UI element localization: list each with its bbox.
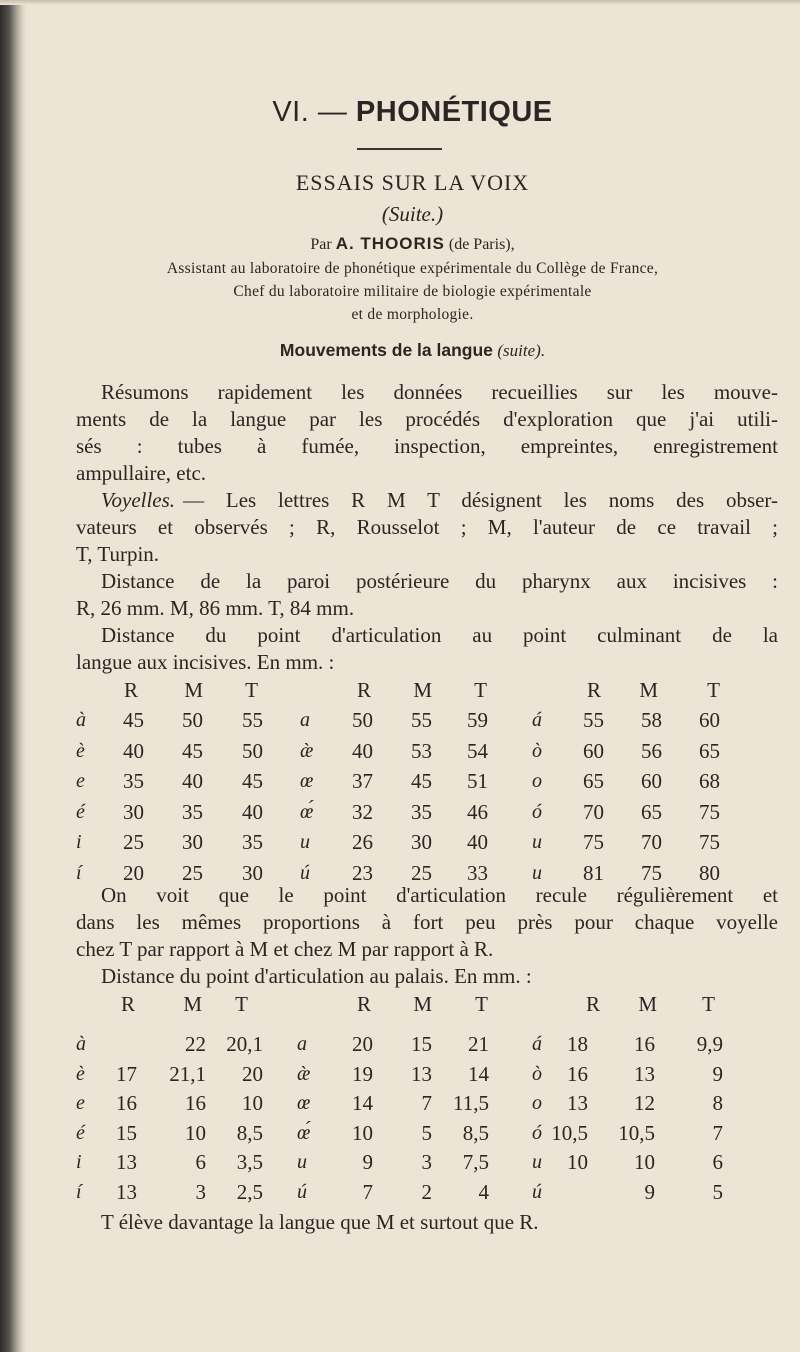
- table-cell: 17: [116, 1061, 137, 1086]
- table-cell: 18: [567, 1032, 588, 1056]
- table-cell: 32: [352, 799, 373, 824]
- table-cell: 8,5: [462, 1120, 489, 1145]
- table-cell: 50: [242, 738, 263, 763]
- affiliation-line-3: et de morphologie.: [351, 306, 474, 323]
- table-cell: 19: [352, 1061, 373, 1086]
- paragraph-line: [101, 490, 778, 511]
- byline-prefix: Par: [310, 236, 332, 253]
- vowel-label: i: [76, 1151, 82, 1174]
- article-title: ESSAIS SUR LA VOIX: [295, 170, 530, 195]
- vowel-label: ú: [297, 1181, 307, 1203]
- paragraph-line: T élève davantage la langue que M et surtout que R.: [101, 1210, 539, 1234]
- vowel-label: e: [76, 770, 85, 792]
- table-cell: 80: [699, 860, 720, 885]
- table-cell: 5: [421, 1120, 432, 1145]
- table-cell: 10: [185, 1120, 206, 1145]
- table-cell: 26: [352, 830, 373, 854]
- vowel-label: ú: [300, 861, 310, 884]
- vowel-label: á: [532, 709, 542, 731]
- table-cell: 45: [123, 708, 144, 732]
- vowel-label: à: [76, 1033, 86, 1055]
- vowel-label: æ̀: [297, 1062, 311, 1085]
- table-cell: 45: [242, 769, 263, 793]
- table-cell: 54: [467, 738, 488, 763]
- paragraph-line: ampullaire, etc.: [76, 461, 207, 485]
- vowel-label: ò: [532, 1062, 542, 1085]
- vowel-label: œ: [297, 1092, 311, 1115]
- table-header-cell: T: [702, 992, 715, 1016]
- vowel-label: u: [532, 861, 542, 884]
- table-header-cell: R: [585, 992, 600, 1016]
- voyelles-label: Voyelles.: [101, 488, 176, 512]
- paragraph-line: R, 26 mm. M, 86 mm. T, 84 mm.: [76, 596, 355, 620]
- table-cell: 20,1: [226, 1032, 263, 1056]
- table-cell: 58: [641, 708, 662, 732]
- paragraph-line: vateurs et observés ; R, Rousselot ; M, l'auteur de ce travail ;: [76, 515, 778, 539]
- table-cell: 8: [712, 1091, 723, 1116]
- table-cell: 10: [242, 1091, 263, 1116]
- vowel-label: a: [300, 709, 310, 731]
- vowel-label: á: [532, 1033, 542, 1055]
- vowel-label: i: [76, 831, 82, 853]
- byline: [40, 234, 785, 254]
- table-cell: 65: [583, 769, 604, 793]
- table-cell: 10,5: [618, 1120, 655, 1145]
- table-cell: 9: [362, 1150, 373, 1175]
- table-cell: 25: [411, 860, 432, 885]
- table-cell: 40: [352, 738, 373, 763]
- table-cell: 15: [411, 1032, 432, 1056]
- table-cell: 65: [699, 738, 720, 763]
- table-cell: 2: [421, 1180, 432, 1204]
- chapter-title: PHONÉTIQUE: [355, 96, 553, 128]
- table-cell: 4: [478, 1180, 489, 1204]
- table-header-cell: M: [413, 678, 432, 702]
- table-cell: 15: [116, 1120, 137, 1145]
- table-cell: 16: [567, 1061, 588, 1086]
- table-cell: 12: [634, 1091, 655, 1116]
- paragraph-line: Résumons rapidement les données recueillies sur les mouve-: [101, 380, 778, 404]
- table-cell: 10: [352, 1120, 373, 1145]
- vowel-label: u: [297, 1151, 307, 1174]
- vowel-label: è: [76, 739, 85, 762]
- vowel-label: e: [76, 1092, 85, 1115]
- table-cell: 30: [182, 830, 203, 854]
- vowel-label: í: [76, 861, 82, 884]
- table-cell: 50: [352, 708, 373, 732]
- table-cell: 21,1: [169, 1061, 206, 1086]
- table-cell: 13: [634, 1061, 655, 1086]
- table-cell: 10,5: [551, 1120, 588, 1145]
- paragraph-line: chez T par rapport à M et chez M par rapport à R.: [76, 937, 494, 961]
- table-cell: 9: [644, 1180, 655, 1204]
- table-cell: 75: [699, 830, 720, 854]
- table-cell: 14: [352, 1091, 373, 1116]
- vowel-label: í: [76, 1181, 82, 1203]
- table-cell: 13: [411, 1061, 432, 1086]
- table-cell: 56: [641, 738, 662, 763]
- paragraph-line: T, Turpin.: [76, 542, 160, 566]
- table-header-cell: M: [639, 678, 658, 702]
- table-header-cell: M: [183, 992, 202, 1016]
- table-cell: 23: [352, 860, 373, 885]
- section-heading: [40, 340, 785, 361]
- table-cell: 25: [123, 830, 144, 854]
- vowel-label: o: [532, 770, 542, 792]
- table-header-cell: M: [184, 678, 203, 702]
- table-cell: 35: [182, 799, 203, 824]
- table-cell: 37: [352, 769, 373, 793]
- table-cell: 40: [123, 738, 144, 763]
- affiliation-line-1: Assistant au laboratoire de phonétique expérimentale du Collège de France,: [166, 260, 659, 277]
- table-cell: 13: [567, 1091, 588, 1116]
- table-header-cell: T: [235, 992, 248, 1016]
- table-header-cell: M: [638, 992, 657, 1016]
- table-cell: 20: [123, 860, 144, 885]
- heading-rule: [357, 148, 442, 150]
- table-cell: 20: [242, 1061, 263, 1086]
- table-cell: 33: [467, 860, 488, 885]
- table-cell: 7: [712, 1120, 723, 1145]
- table-cell: 3: [195, 1180, 206, 1204]
- vowel-label: ò: [532, 739, 542, 762]
- table-cell: 81: [583, 860, 604, 885]
- author-name: A. THOORIS: [335, 234, 445, 253]
- table-cell: 30: [123, 799, 144, 824]
- table-header-cell: T: [475, 992, 488, 1016]
- affiliation-line-2: Chef du laboratoire militaire de biologie expérimentale: [233, 283, 592, 300]
- table-cell: 40: [467, 830, 488, 854]
- table-cell: 6: [712, 1150, 723, 1175]
- table-cell: 9,9: [696, 1032, 723, 1056]
- paragraph-line: ments de la langue par les procédés d'exploration que j'ai utili-: [76, 407, 778, 431]
- paragraph-line: Distance du point d'articulation au point culminant de la: [101, 623, 778, 647]
- vowel-label: ú: [532, 1181, 542, 1203]
- table-header-cell: R: [123, 678, 138, 702]
- table-header-cell: T: [707, 678, 720, 702]
- table-cell: 7: [421, 1091, 432, 1116]
- vowel-label: u: [300, 831, 310, 853]
- table-cell: 46: [467, 799, 488, 824]
- table-cell: 13: [116, 1180, 137, 1204]
- vowel-label: u: [532, 831, 542, 853]
- vowel-label: u: [532, 1151, 542, 1174]
- table-header-cell: R: [356, 992, 371, 1016]
- vowel-label: o: [532, 1092, 542, 1115]
- table-cell: 75: [641, 860, 662, 885]
- table-cell: 5: [712, 1180, 723, 1204]
- vowel-label: œ́: [297, 1121, 311, 1144]
- table-cell: 40: [242, 799, 263, 824]
- table-cell: 13: [116, 1150, 137, 1175]
- table-cell: 70: [583, 799, 604, 824]
- table-cell: 22: [185, 1032, 206, 1056]
- paragraph-text: — Les lettres R M T désignent les noms des obser-: [183, 488, 778, 512]
- table-header-cell: R: [586, 678, 601, 702]
- table-cell: 40: [182, 769, 203, 793]
- vowel-label: à: [76, 709, 86, 731]
- table-cell: 16: [185, 1091, 206, 1116]
- table-cell: 30: [411, 830, 432, 854]
- vowel-label: æ̀: [300, 739, 314, 762]
- table-cell: 53: [411, 738, 432, 763]
- paragraph-line: On voit que le point d'articulation recule régulièrement et: [101, 883, 778, 907]
- table-cell: 55: [411, 708, 432, 732]
- vowel-label: è: [76, 1062, 85, 1085]
- table-cell: 51: [467, 769, 488, 793]
- table-cell: 7,5: [462, 1150, 489, 1175]
- table-header-cell: R: [356, 678, 371, 702]
- table-cell: 21: [468, 1032, 489, 1056]
- table-header-cell: M: [413, 992, 432, 1016]
- table-cell: 3,5: [236, 1150, 263, 1175]
- chapter-number: VI. —: [272, 96, 348, 128]
- table-cell: 30: [242, 860, 263, 885]
- article-suite: (Suite.): [381, 202, 444, 226]
- table-cell: 75: [699, 799, 720, 824]
- author-city: (de Paris),: [448, 236, 515, 253]
- table-cell: 35: [242, 830, 263, 854]
- table-cell: 65: [641, 799, 662, 824]
- table-cell: 35: [411, 799, 432, 824]
- vowel-label: œ́: [300, 800, 314, 823]
- table-cell: 2,5: [236, 1180, 263, 1204]
- table-cell: 6: [195, 1150, 206, 1175]
- vowel-label: é: [76, 1121, 85, 1144]
- table-cell: 35: [123, 769, 144, 793]
- table-cell: 68: [699, 769, 720, 793]
- table-cell: 14: [468, 1061, 489, 1086]
- table-cell: 3: [421, 1150, 432, 1175]
- section-heading-italic: (suite).: [497, 341, 546, 360]
- paragraph-line: langue aux incisives. En mm. :: [76, 650, 335, 674]
- table-cell: 55: [242, 708, 263, 732]
- table-cell: 10: [567, 1150, 588, 1175]
- table-cell: 9: [712, 1061, 723, 1086]
- table-header-cell: R: [120, 992, 135, 1016]
- table-header-cell: T: [474, 678, 487, 702]
- vowel-label: ó: [532, 800, 542, 823]
- vowel-label: œ: [300, 770, 314, 792]
- section-heading-bold: Mouvements de la langue: [279, 340, 493, 360]
- table-cell: 50: [182, 708, 203, 732]
- table-cell: 55: [583, 708, 604, 732]
- vowel-label: a: [297, 1033, 307, 1055]
- table-cell: 60: [641, 769, 662, 793]
- table-cell: 45: [182, 738, 203, 763]
- table-cell: 45: [411, 769, 432, 793]
- paragraph-line: sés : tubes à fumée, inspection, empreintes, enregistrement: [76, 434, 778, 458]
- paragraph-line: Distance de la paroi postérieure du pharynx aux incisives :: [101, 569, 778, 593]
- table-cell: 10: [634, 1150, 655, 1175]
- table-cell: 16: [116, 1091, 137, 1116]
- table-cell: 25: [182, 860, 203, 885]
- paragraph-line: dans les mêmes proportions à fort peu près pour chaque voyelle: [76, 910, 778, 934]
- vowel-label: ó: [532, 1121, 542, 1144]
- table-cell: 11,5: [453, 1091, 489, 1116]
- vowel-label: é: [76, 800, 85, 823]
- chapter-heading: [40, 96, 785, 129]
- table-cell: 70: [641, 830, 662, 854]
- table-cell: 7: [362, 1180, 373, 1204]
- table-cell: 16: [634, 1032, 655, 1056]
- paragraph-line: Distance du point d'articulation au palais. En mm. :: [101, 964, 532, 988]
- table-cell: 59: [467, 708, 488, 732]
- table-cell: 60: [583, 738, 604, 763]
- table-header-cell: T: [245, 678, 258, 702]
- table-cell: 20: [352, 1032, 373, 1056]
- table-cell: 75: [583, 830, 604, 854]
- table-cell: 8,5: [236, 1120, 263, 1145]
- table-cell: 60: [699, 708, 720, 732]
